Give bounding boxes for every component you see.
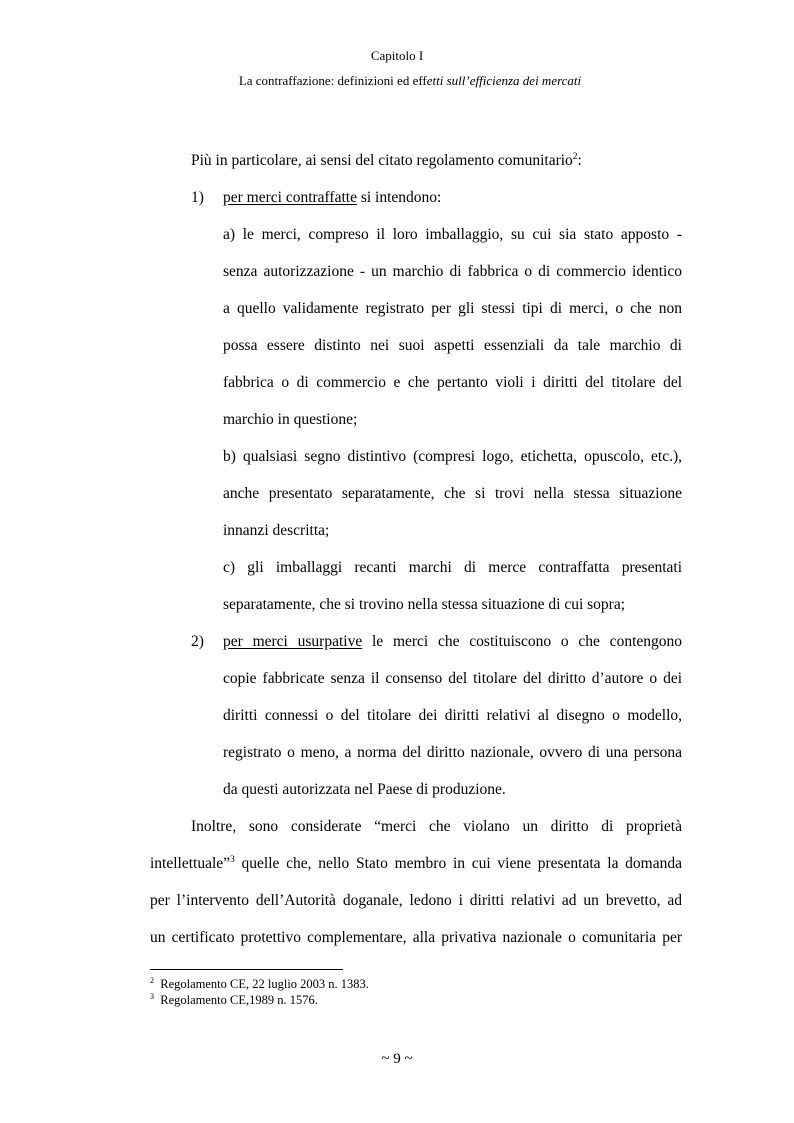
item-2-heading: per merci usurpative le merci che costituiscono o che contengono xyxy=(223,633,683,650)
sub-a-line: marchio in questione; xyxy=(223,411,358,428)
sub-c-line: separatamente, che si trovino nella stessa situazione di cui sopra; xyxy=(223,596,626,613)
page-number: ~ 9 ~ xyxy=(381,1051,413,1067)
sub-a-line: a quello validamente registrato per gli stessi tipi di merci, o che non xyxy=(223,300,682,317)
footnote-3: $^3$ Regolamento CE,1989 n. 1576. xyxy=(150,992,318,1007)
paragraph-line: un certificato protettivo complementare, alla privativa nazionale o comunitaria per xyxy=(150,929,682,946)
footnote-ref-3[interactable]: 3 xyxy=(230,855,235,865)
item-2-line: copie fabbricate senza il consenso del titolare del diritto d’autore o dei xyxy=(223,670,682,687)
sub-a-line: a) le merci, compreso il loro imballaggio, su cui sia stato apposto - xyxy=(223,226,682,243)
intro-line: Più in particolare, ai sensi del citato regolamento comunitario$^2$: xyxy=(191,152,582,169)
footnote-separator xyxy=(150,969,343,970)
paragraph-line: intellettuale”$^3$ quelle che, nello Stato membro in cui viene presentata la domanda xyxy=(150,855,682,872)
sub-a-line: fabbrica o di commercio e che pertanto violi i diritti del titolare del xyxy=(223,374,682,391)
sub-b-line: innanzi descritta; xyxy=(223,522,330,539)
item-2-line: diritti connessi o del titolare dei diritti relativi al disegno o modello, xyxy=(223,707,682,724)
sub-a-line: senza autorizzazione - un marchio di fabbrica o di commercio identico xyxy=(223,263,682,280)
item-2-line: registrato o meno, a norma del diritto nazionale, ovvero di una persona xyxy=(223,744,682,761)
item-1-heading: per merci contraffatte si intendono: xyxy=(223,189,442,206)
item-2-number: 2) xyxy=(191,633,204,650)
sub-a-line: possa essere distinto nei suoi aspetti essenziali da tale marchio di xyxy=(223,337,682,354)
item-1-number: 1) xyxy=(191,189,204,206)
sub-b-line: b) qualsiasi segno distintivo (compresi logo, etichetta, opuscolo, etc.), xyxy=(223,448,682,465)
paragraph-line: Inoltre, sono considerate “merci che violano un diritto di proprietà xyxy=(191,818,682,835)
footnote-ref-2[interactable]: 2 xyxy=(572,152,578,162)
sub-c-line: c) gli imballaggi recanti marchi di merce contraffatta presentati xyxy=(223,559,682,576)
footnote-2: $^2$ Regolamento CE, 22 luglio 2003 n. 1383. xyxy=(150,976,369,991)
sub-b-line: anche presentato separatamente, che si trovi nella stessa situazione xyxy=(223,485,682,502)
chapter-subtitle: La contraffazione: definizioni ed effetti sull’efficienza dei mercati xyxy=(238,73,582,88)
item-2-line: da questi autorizzata nel Paese di produzione. xyxy=(223,781,506,798)
chapter-label: Capitolo I xyxy=(370,48,424,63)
paragraph-line: per l’intervento dell’Autorità doganale, ledono i diritti relativi ad un brevetto, ad xyxy=(150,892,682,909)
